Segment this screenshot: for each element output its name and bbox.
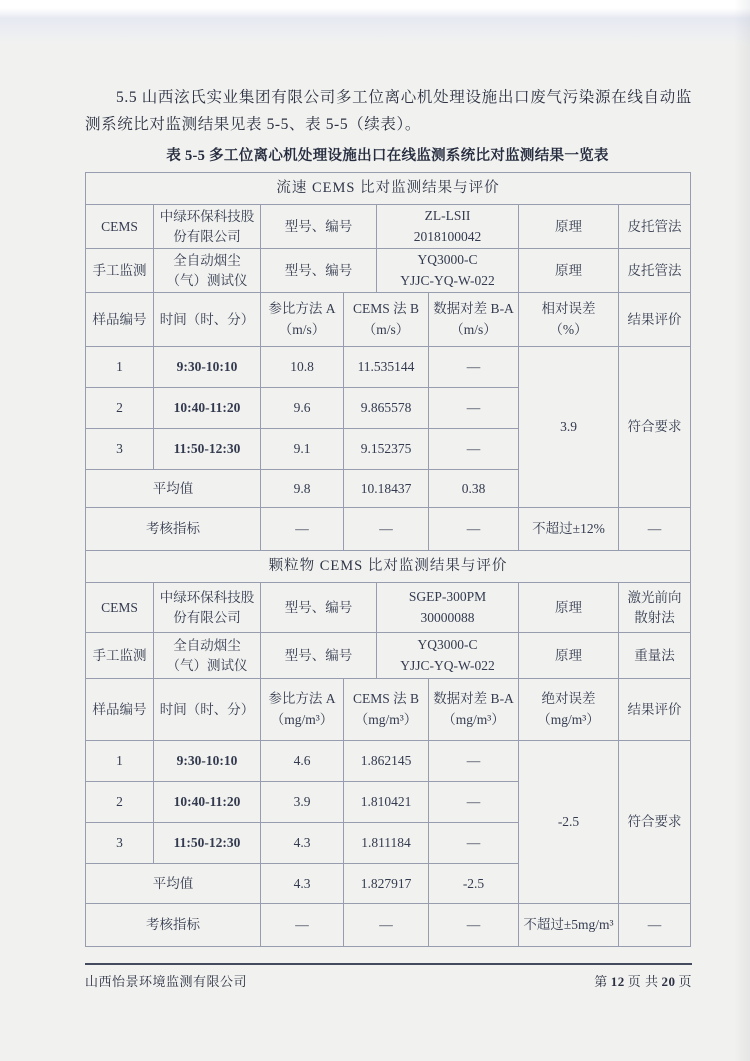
header-cems-b	[344, 293, 429, 347]
equip-device-cell: 中绿环保科技股份有限公司	[154, 583, 261, 633]
cems-b-cell: 9.152375	[344, 429, 429, 470]
model-value-cell	[377, 633, 519, 679]
model-value-line1: YQ3000-C	[417, 252, 478, 268]
footer-page-suffix: 页	[678, 974, 692, 989]
sample-no-cell: 3	[86, 823, 154, 864]
cems-b-cell: 1.862145	[344, 741, 429, 782]
header-unit: （mg/m³）	[442, 711, 505, 727]
average-a-cell: 9.8	[261, 470, 344, 508]
equip-device-cell: 全自动烟尘（气）测试仪	[154, 633, 261, 679]
principle-label-cell: 原理	[519, 205, 619, 249]
page-footer	[85, 963, 692, 990]
header-method-a	[261, 679, 344, 741]
header-unit: （m/s）	[362, 321, 410, 337]
error-value-cell: 3.9	[519, 347, 619, 508]
criteria-b-cell: —	[344, 904, 429, 947]
header-sample-no: 样品编号	[86, 679, 154, 741]
section-title-row	[86, 551, 691, 583]
cems-b-cell: 11.535144	[344, 347, 429, 388]
criteria-row	[86, 508, 691, 551]
method-a-cell: 9.6	[261, 388, 344, 429]
criteria-a-cell: —	[261, 508, 344, 551]
footer-page-total: 20	[661, 974, 676, 989]
header-result: 结果评价	[619, 679, 691, 741]
diff-cell: —	[429, 347, 519, 388]
criteria-result-cell: —	[619, 508, 691, 551]
time-cell: 11:50-12:30	[154, 823, 261, 864]
criteria-row	[86, 904, 691, 947]
footer-page-number	[594, 971, 692, 990]
header-diff	[429, 679, 519, 741]
model-value-cell	[377, 205, 519, 249]
header-method-a	[261, 293, 344, 347]
header-unit: （mg/m³）	[537, 711, 600, 727]
model-label-cell: 型号、编号	[261, 633, 377, 679]
equip-device-cell: 中绿环保科技股份有限公司	[154, 205, 261, 249]
equipment-row	[86, 249, 691, 293]
intro-paragraph: 5.5 山西泫氏实业集团有限公司多工位离心机处理设施出口废气污染源在线自动监测系统比对监测结果见表 5-5、表 5-5（续表）。	[85, 89, 692, 133]
principle-label-cell: 原理	[519, 249, 619, 293]
principle-value-cell: 皮托管法	[619, 205, 691, 249]
header-line: 绝对误差	[541, 691, 596, 707]
principle-label-cell: 原理	[519, 633, 619, 679]
criteria-error-cell: 不超过±5mg/m³	[519, 904, 619, 947]
sample-no-cell: 2	[86, 388, 154, 429]
criteria-diff-cell: —	[429, 508, 519, 551]
header-error	[519, 679, 619, 741]
model-value-line2: YJJC-YQ-W-022	[400, 657, 495, 673]
time-cell: 11:50-12:30	[154, 429, 261, 470]
table-header-row	[86, 679, 691, 741]
result-value-cell: 符合要求	[619, 741, 691, 904]
header-result: 结果评价	[619, 293, 691, 347]
model-value-line1: YQ3000-C	[417, 637, 478, 653]
diff-cell: —	[429, 782, 519, 823]
model-label-cell: 型号、编号	[261, 205, 377, 249]
header-error	[519, 293, 619, 347]
sample-no-cell: 2	[86, 782, 154, 823]
criteria-a-cell: —	[261, 904, 344, 947]
table-row	[86, 741, 691, 782]
model-value-line1: ZL-LSII	[424, 208, 471, 224]
average-label-cell: 平均值	[86, 470, 261, 508]
footer-page-mid: 页 共	[627, 974, 659, 989]
header-time: 时间（时、分）	[154, 679, 261, 741]
criteria-label-cell: 考核指标	[86, 904, 261, 947]
footer-page-current: 12	[610, 974, 625, 989]
diff-cell: —	[429, 823, 519, 864]
cems-b-cell: 1.810421	[344, 782, 429, 823]
header-unit: （mg/m³）	[354, 711, 418, 727]
equip-device-cell: 全自动烟尘（气）测试仪	[154, 249, 261, 293]
time-cell: 9:30-10:10	[154, 741, 261, 782]
sample-no-cell: 1	[86, 741, 154, 782]
model-value-line1: SGEP-300PM	[408, 589, 487, 605]
header-line: 数据对差 B-A	[433, 691, 514, 707]
sample-no-cell: 1	[86, 347, 154, 388]
header-unit: （m/s）	[278, 321, 326, 337]
result-value-cell: 符合要求	[619, 347, 691, 508]
average-b-cell: 1.827917	[344, 864, 429, 904]
criteria-diff-cell: —	[429, 904, 519, 947]
footer-page-prefix: 第	[594, 974, 608, 989]
table-header-row	[86, 293, 691, 347]
model-value-cell	[377, 249, 519, 293]
header-unit: （m/s）	[450, 321, 497, 337]
equipment-row	[86, 205, 691, 249]
principle-value-cell: 激光前向散射法	[619, 583, 691, 633]
header-line: CEMS 法 B	[352, 301, 420, 317]
scan-artifact-band	[0, 0, 750, 46]
section-title-row	[86, 173, 691, 205]
header-line: 数据对差 B-A	[433, 301, 514, 317]
equip-type-cell: CEMS	[86, 205, 154, 249]
page-content	[85, 84, 692, 947]
header-unit: （mg/m³）	[270, 711, 334, 727]
sample-no-cell: 3	[86, 429, 154, 470]
header-sample-no: 样品编号	[86, 293, 154, 347]
table-row	[86, 347, 691, 388]
method-a-cell: 3.9	[261, 782, 344, 823]
footer-company: 山西怡景环境监测有限公司	[85, 974, 248, 989]
header-line: 参比方法 A	[268, 301, 336, 317]
time-cell: 10:40-11:20	[154, 388, 261, 429]
method-a-cell: 4.6	[261, 741, 344, 782]
equip-type-cell: 手工监测	[86, 249, 154, 293]
header-line: 相对误差	[541, 301, 596, 317]
header-diff	[429, 293, 519, 347]
header-time: 时间（时、分）	[154, 293, 261, 347]
criteria-error-cell: 不超过±12%	[519, 508, 619, 551]
criteria-label-cell: 考核指标	[86, 508, 261, 551]
principle-value-cell: 皮托管法	[619, 249, 691, 293]
average-b-cell: 10.18437	[344, 470, 429, 508]
model-label-cell: 型号、编号	[261, 249, 377, 293]
model-value-line2: YJJC-YQ-W-022	[400, 272, 495, 288]
model-value-line2: 30000088	[420, 609, 475, 625]
principle-label-cell: 原理	[519, 583, 619, 633]
error-value-cell: -2.5	[519, 741, 619, 904]
average-label-cell: 平均值	[86, 864, 261, 904]
header-cems-b	[344, 679, 429, 741]
diff-cell: —	[429, 429, 519, 470]
header-line: CEMS 法 B	[352, 691, 420, 707]
model-value-cell	[377, 583, 519, 633]
scan-artifact-edge	[734, 0, 750, 1061]
criteria-b-cell: —	[344, 508, 429, 551]
section-title: 流速 CEMS 比对监测结果与评价	[86, 173, 691, 205]
time-cell: 9:30-10:10	[154, 347, 261, 388]
average-diff-cell: 0.38	[429, 470, 519, 508]
method-a-cell: 10.8	[261, 347, 344, 388]
cems-b-cell: 9.865578	[344, 388, 429, 429]
method-a-cell: 4.3	[261, 823, 344, 864]
diff-cell: —	[429, 388, 519, 429]
principle-value-cell: 重量法	[619, 633, 691, 679]
method-a-cell: 9.1	[261, 429, 344, 470]
equip-type-cell: CEMS	[86, 583, 154, 633]
header-line: 参比方法 A	[268, 691, 336, 707]
average-a-cell: 4.3	[261, 864, 344, 904]
comparison-table	[85, 172, 691, 947]
time-cell: 10:40-11:20	[154, 782, 261, 823]
header-unit: （%）	[549, 321, 588, 337]
criteria-result-cell: —	[619, 904, 691, 947]
average-diff-cell: -2.5	[429, 864, 519, 904]
equipment-row	[86, 633, 691, 679]
section-title: 颗粒物 CEMS 比对监测结果与评价	[86, 551, 691, 583]
equip-type-cell: 手工监测	[86, 633, 154, 679]
cems-b-cell: 1.811184	[344, 823, 429, 864]
equipment-row	[86, 583, 691, 633]
model-value-line2: 2018100042	[413, 228, 482, 244]
diff-cell: —	[429, 741, 519, 782]
table-caption: 表 5-5 多工位离心机处理设施出口在线监测系统比对监测结果一览表	[166, 148, 609, 164]
model-label-cell: 型号、编号	[261, 583, 377, 633]
